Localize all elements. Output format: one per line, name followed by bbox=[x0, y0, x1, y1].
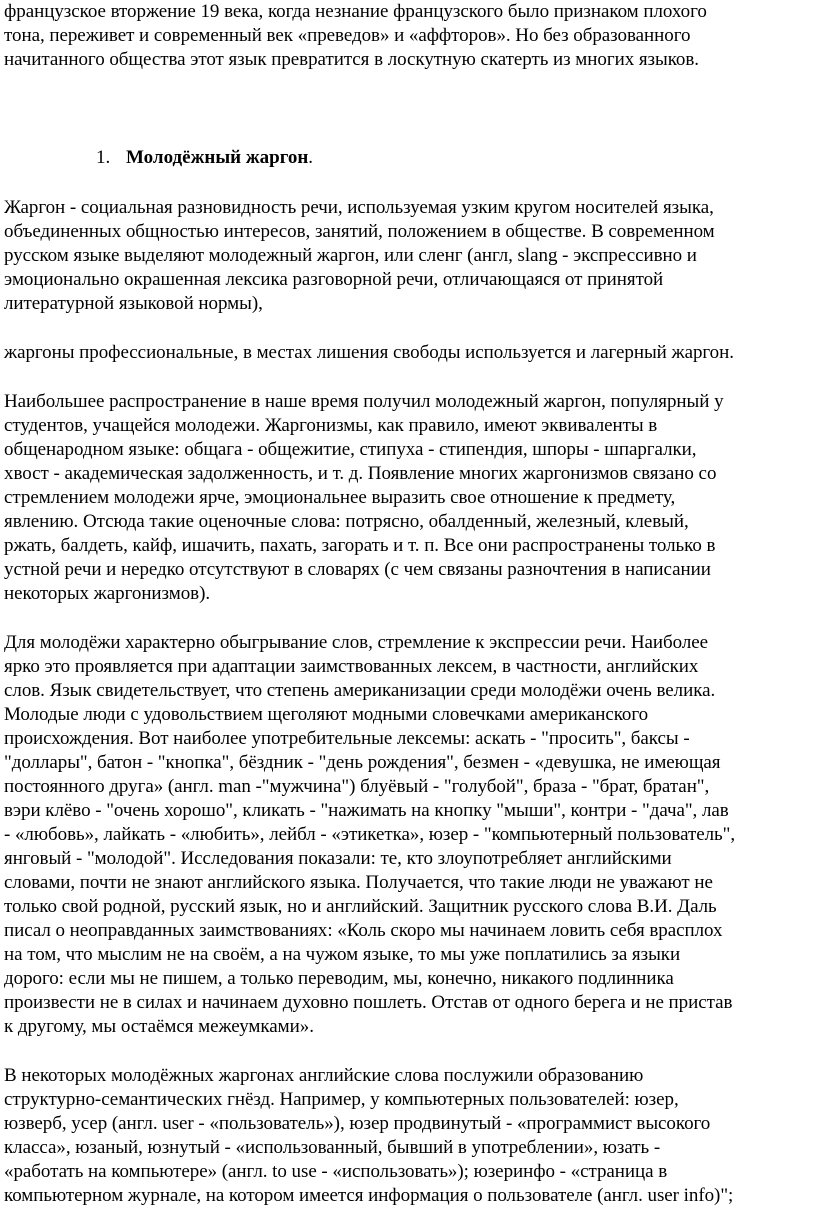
text-line: явлению. Отсюда такие оценочные слова: потрясно, обалденный, железный, клевый, bbox=[4, 511, 689, 532]
text-line: литературной языковой нормы), bbox=[4, 293, 263, 314]
text-line: компьютерном журнале, на котором имеется информация о пользователе (англ. user info)"; bbox=[4, 1185, 734, 1206]
text-line: происхождения. Вот наиболее употребительные лексемы: аскать - "просить", баксы - bbox=[4, 728, 690, 749]
text-line: на том, что мыслим не на своём, а на чужом языке, то мы уже поплатились за языки bbox=[4, 944, 681, 965]
text-line: Наибольшее распространение в наше время получил молодежный жаргон, популярный у bbox=[4, 391, 724, 412]
text-line: тона, переживет и современный век «преведов» и «аффторов». Но без образованного bbox=[4, 25, 691, 46]
text-line: студентов, учащейся молодежи. Жаргонизмы, как правило, имеют эквиваленты в bbox=[4, 415, 658, 436]
text-line: янговый - "молодой". Исследования показали: те, кто злоупотребляет английскими bbox=[4, 848, 672, 869]
text-line: устной речи и нередко отсутствуют в словарях (с чем связаны разночтения в написании bbox=[4, 559, 711, 580]
text-line: писал о неоправданных заимствованиях: «Коль скоро мы начинаем ловить себя врасплох bbox=[4, 920, 723, 941]
section-heading bbox=[96, 146, 313, 169]
text-line: Жаргон - социальная разновидность речи, используемая узким кругом носителей языка, bbox=[4, 197, 714, 218]
text-line: некоторых жаргонизмов). bbox=[4, 583, 211, 604]
text-line: ржать, балдеть, кайф, ишачить, пахать, загорать и т. п. Все они распространены только в bbox=[4, 535, 716, 556]
text-line: хвост - академическая задолженность, и т. д. Появление многих жаргонизмов связано со bbox=[4, 463, 717, 484]
text-line: французское вторжение 19 века, когда незнание французского было признаком плохого bbox=[4, 1, 707, 22]
text-line: слов. Язык свидетельствует, что степень американизации среди молодёжи очень велика. bbox=[4, 680, 716, 701]
text-line: словами, почти не знают английского языка. Получается, что такие люди не уважают не bbox=[4, 872, 713, 893]
text-line: дорого: если мы не пишем, а только переводим, мы, конечно, никакого подлинника bbox=[4, 968, 674, 989]
text-line: структурно-семантических гнёзд. Например, у компьютерных пользователей: юзер, bbox=[4, 1089, 679, 1110]
text-line: постоянного друга» (англ. man -"мужчина") блуёвый - "голубой", браза - "брат, братан", bbox=[4, 776, 710, 797]
text-line: произвести не в силах и начинаем духовно пошлеть. Отстав от одного берега и не пристав bbox=[4, 992, 733, 1013]
text-line: русском языке выделяют молодежный жаргон, или сленг (англ, slang - экспрессивно и bbox=[4, 245, 697, 266]
text-line: Для молодёжи характерно обыгрывание слов, стремление к экспрессии речи. Наиболее bbox=[4, 632, 709, 653]
text-line: Молодые люди с удовольствием щеголяют модными словечками американского bbox=[4, 704, 649, 725]
text-line: жаргоны профессиональные, в местах лишения свободы используется и лагерный жаргон. bbox=[4, 342, 734, 363]
text-line: «работать на компьютере» (англ. to use - «использовать»); юзеринфо - «страница в bbox=[4, 1161, 668, 1182]
text-line: только свой родной, русский язык, но и английский. Защитник русского слова В.И. Даль bbox=[4, 896, 717, 917]
text-line: класса», юзаный, юзнутый - «использованный, бывший в употреблении», юзать - bbox=[4, 1137, 661, 1158]
heading-number: 1. bbox=[96, 147, 111, 168]
text-line: общенародном языке: общага - общежитие, стипуха - стипендия, шпоры - шпаргалки, bbox=[4, 439, 697, 460]
text-line: В некоторых молодёжных жаргонах английские слова послужили образованию bbox=[4, 1065, 644, 1086]
text-line: вэри клёво - "очень хорошо", кликать - "нажимать на кнопку "мыши", контри - "дача", лав bbox=[4, 800, 729, 821]
text-line: начитанного общества этот язык превратится в лоскутную скатерть из многих языков. bbox=[4, 49, 700, 70]
text-line: эмоционально окрашенная лексика разговорной речи, отличающаяся от принятой bbox=[4, 269, 664, 290]
heading-suffix: . bbox=[308, 147, 314, 168]
text-line: ярко это проявляется при адаптации заимствованных лексем, в частности, английских bbox=[4, 656, 699, 677]
text-line: - «любовь», лайкать - «любить», лейбл - «этикетка», юзер - "компьютерный пользователь", bbox=[4, 824, 736, 845]
text-line: юзверб, усер (англ. user - «пользователь»), юзер продвинутый - «программист высокого bbox=[4, 1113, 711, 1134]
text-line: стремлением молодежи ярче, эмоциональнее выразить свое отношение к предмету, bbox=[4, 487, 676, 508]
text-line: "доллары", батон - "кнопка", бёздник - "день рождения", безмен - «девушка, не имеющая bbox=[4, 752, 721, 773]
text-line: объединенных общностью интересов, занятий, положением в обществе. В современном bbox=[4, 221, 715, 242]
text-line: к другому, мы остаёмся межеумками». bbox=[4, 1016, 314, 1037]
heading-title: Молодёжный жаргон bbox=[126, 147, 309, 168]
